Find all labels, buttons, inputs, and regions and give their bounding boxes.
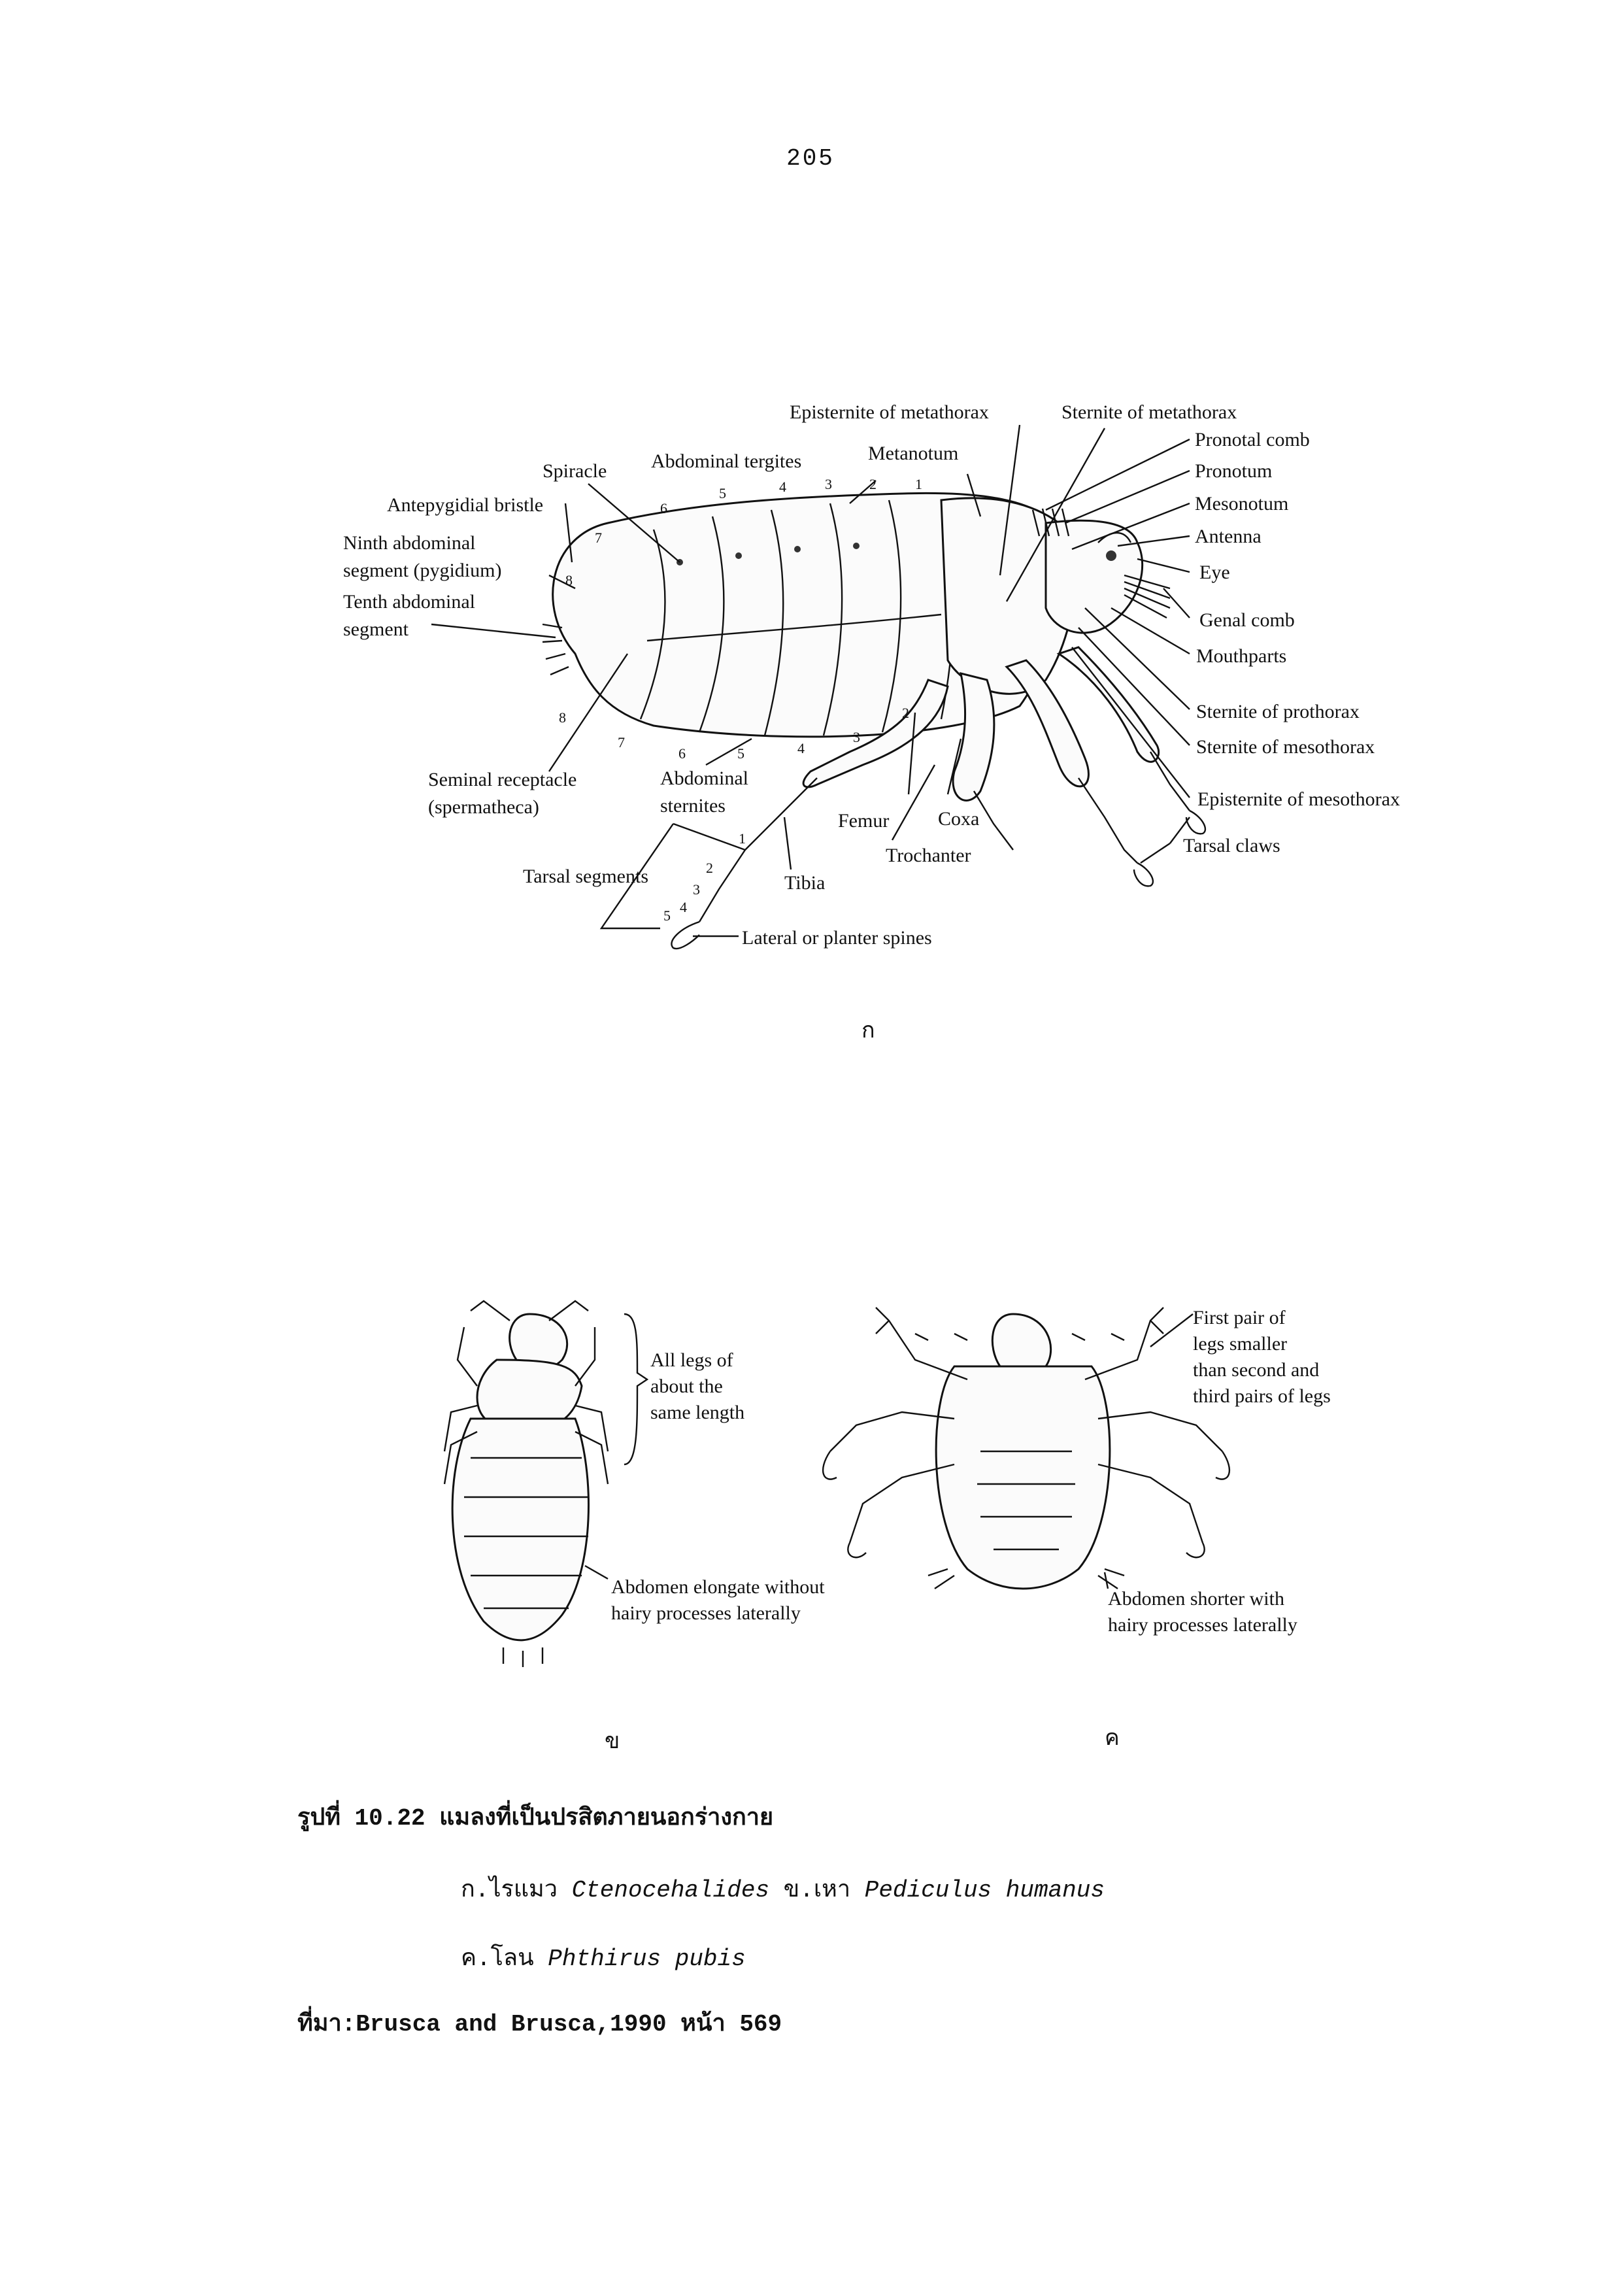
figure-b-letter: ข <box>605 1728 620 1754</box>
label-spiracle: Spiracle <box>543 460 607 482</box>
label-lateral-spines: Lateral or planter spines <box>742 927 932 949</box>
label-first-pair-1: First pair of <box>1193 1307 1286 1328</box>
label-tenth-abdominal-2: segment <box>343 618 409 640</box>
tergite-number: 1 <box>915 476 922 492</box>
label-episternite-metathorax: Episternite of metathorax <box>790 401 989 423</box>
label-all-legs-3: same length <box>650 1402 745 1423</box>
label-metanotum: Metanotum <box>868 443 959 464</box>
label-pronotal-comb: Pronotal comb <box>1195 429 1310 450</box>
label-louse-abdomen-1: Abdomen elongate without <box>611 1576 825 1598</box>
segment-number: 7 <box>618 734 625 751</box>
label-coxa: Coxa <box>938 808 980 830</box>
label-pronotum: Pronotum <box>1195 460 1273 482</box>
caption-line-2 <box>461 1870 1105 1907</box>
label-sternite-metathorax: Sternite of metathorax <box>1061 401 1237 423</box>
caption-a-sci: Ctenocehalides <box>571 1877 770 1904</box>
segment-number: 3 <box>853 729 860 745</box>
label-all-legs-2: about the <box>650 1376 723 1397</box>
tergite-number: 5 <box>719 485 726 501</box>
label-sternite-prothorax: Sternite of prothorax <box>1196 701 1360 722</box>
label-tibia: Tibia <box>784 872 826 894</box>
caption-a: ก.ไรแมว <box>461 1877 572 1904</box>
label-abdominal-tergites: Abdominal tergites <box>651 450 802 472</box>
label-abdominal-sternites-2: sternites <box>660 795 726 817</box>
label-first-pair-3: than second and <box>1193 1359 1320 1381</box>
tarsal-number: 1 <box>739 830 746 847</box>
label-tarsal-claws: Tarsal claws <box>1183 835 1280 856</box>
label-seminal-receptacle-1: Seminal receptacle <box>428 769 577 790</box>
segment-number: 8 <box>565 572 573 588</box>
tergite-number: 3 <box>825 476 832 492</box>
label-crab-abdomen-1: Abdomen shorter with <box>1108 1588 1284 1610</box>
label-first-pair-2: legs smaller <box>1193 1333 1288 1355</box>
label-eye: Eye <box>1199 562 1230 583</box>
label-tarsal-segments: Tarsal segments <box>523 866 649 887</box>
segment-number: 2 <box>902 705 909 721</box>
tarsal-number: 5 <box>663 907 671 924</box>
segment-number: 6 <box>678 745 686 762</box>
louse-labels <box>611 1349 825 1624</box>
tergite-number: 2 <box>869 476 877 492</box>
label-sternite-mesothorax: Sternite of mesothorax <box>1196 736 1375 758</box>
caption-c-sci: Phthirus pubis <box>548 1946 746 1972</box>
page-number: 205 <box>786 145 835 172</box>
label-trochanter: Trochanter <box>886 845 971 866</box>
label-femur: Femur <box>838 810 890 832</box>
figure-a-letter: ก <box>861 1017 875 1043</box>
tergite-number: 4 <box>779 479 786 495</box>
label-antenna: Antenna <box>1195 526 1262 547</box>
caption-b-sci: Pediculus humanus <box>864 1877 1105 1904</box>
tergite-number: 6 <box>660 500 667 516</box>
label-ninth-abdominal-2: segment (pygidium) <box>343 560 502 581</box>
label-crab-abdomen-2: hairy processes laterally <box>1108 1614 1297 1636</box>
segment-number: 5 <box>737 745 744 762</box>
tarsal-number: 2 <box>706 860 713 876</box>
segment-number: 7 <box>595 530 602 546</box>
caption-title: รูปที่ 10.22 แมลงที่เป็นปรสิตภายนอกร่างกาย <box>297 1805 774 1832</box>
label-antepygidial-bristle: Antepygidial bristle <box>387 494 544 516</box>
caption-b: ข.เหา <box>769 1877 865 1904</box>
segment-number: 8 <box>559 709 566 726</box>
tarsal-number: 4 <box>680 899 687 915</box>
crab-louse-leader-lines <box>1105 1314 1193 1589</box>
caption-c: ค.โลน <box>461 1946 548 1972</box>
crab-louse-illustration <box>823 1308 1229 1589</box>
label-ninth-abdominal-1: Ninth abdominal <box>343 532 476 554</box>
label-louse-abdomen-2: hairy processes laterally <box>611 1602 801 1624</box>
caption-line-3 <box>461 1938 746 1976</box>
label-first-pair-4: third pairs of legs <box>1193 1385 1331 1407</box>
label-abdominal-sternites-1: Abdominal <box>660 768 748 789</box>
label-mouthparts: Mouthparts <box>1196 645 1287 667</box>
tarsal-number: 3 <box>693 881 700 898</box>
louse-illustration <box>444 1301 608 1667</box>
label-tenth-abdominal-1: Tenth abdominal <box>343 591 476 613</box>
label-all-legs-1: All legs of <box>650 1349 733 1371</box>
crab-louse-labels <box>1108 1307 1331 1636</box>
caption-source: ที่มา:Brusca and Brusca,1990 หน้า 569 <box>297 2011 782 2038</box>
label-episternite-mesothorax: Episternite of mesothorax <box>1197 788 1400 810</box>
label-seminal-receptacle-2: (spermatheca) <box>428 796 539 818</box>
label-genal-comb: Genal comb <box>1199 609 1295 631</box>
figure-c-letter: ค <box>1105 1725 1120 1751</box>
label-mesonotum: Mesonotum <box>1195 493 1289 515</box>
segment-number: 4 <box>797 740 805 756</box>
